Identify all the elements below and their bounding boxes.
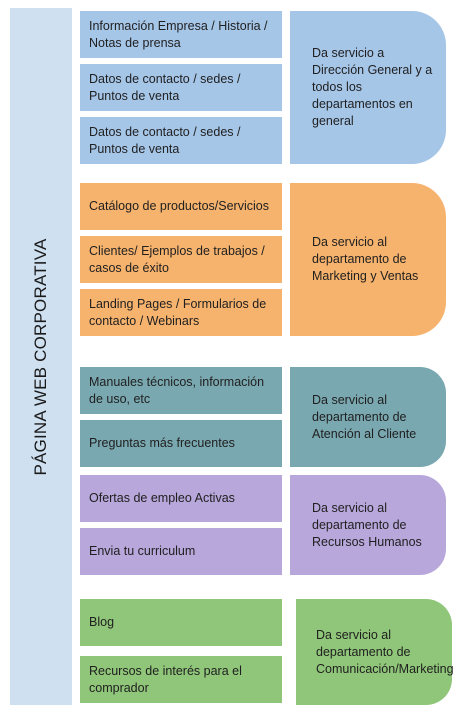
item-manuales: Manuales técnicos, información de uso, etc	[80, 367, 282, 414]
summary-marketing: Da servicio al departamento de Marketing y Ventas	[290, 183, 446, 336]
item-contacto-1: Datos de contacto / sedes / Puntos de venta	[80, 64, 282, 111]
item-catalogo: Catálogo de productos/Servicios	[80, 183, 282, 230]
summary-comunicacion: Da servicio al departamento de Comunicación/Marketing	[296, 599, 452, 705]
sidebar-title: PÁGINA WEB CORPORATIVA	[31, 237, 50, 476]
summary-direccion: Da servicio a Dirección General y a todos los departamentos en general	[290, 11, 446, 164]
item-blog: Blog	[80, 599, 282, 646]
summary-atencion: Da servicio al departamento de Atención al Cliente	[290, 367, 446, 467]
item-contacto-2: Datos de contacto / sedes / Puntos de venta	[80, 117, 282, 164]
item-empresa: Información Empresa / Historia / Notas de prensa	[80, 11, 282, 58]
item-recursos: Recursos de interés para el comprador	[80, 656, 282, 703]
item-landing: Landing Pages / Formularios de contacto / Webinars	[80, 289, 282, 336]
sidebar-bar	[10, 8, 72, 705]
summary-rrhh: Da servicio al departamento de Recursos Humanos	[290, 475, 446, 575]
item-preguntas: Preguntas más frecuentes	[80, 420, 282, 467]
item-ofertas: Ofertas de empleo Activas	[80, 475, 282, 522]
item-clientes: Clientes/ Ejemplos de trabajos / casos de éxito	[80, 236, 282, 283]
item-curriculum: Envia tu curriculum	[80, 528, 282, 575]
